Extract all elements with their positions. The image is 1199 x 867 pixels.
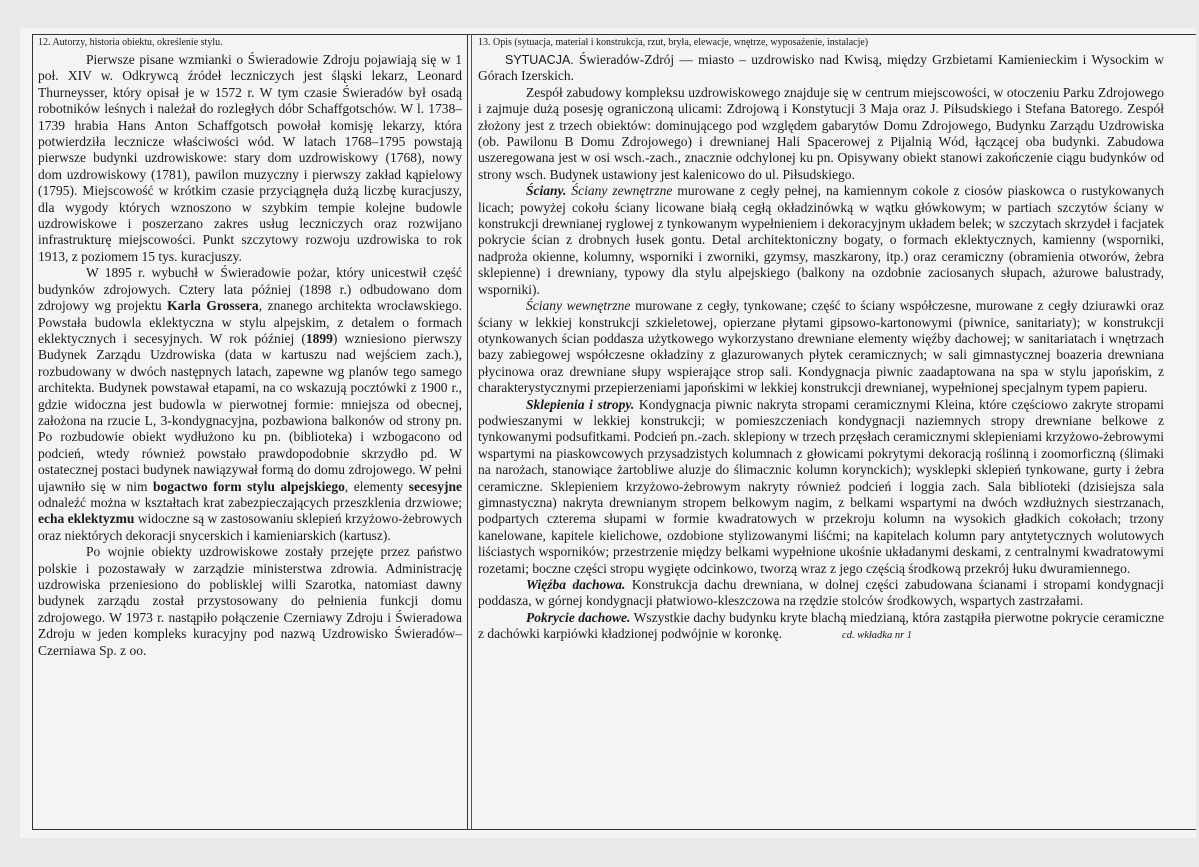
walls-label: Ściany.: [526, 183, 567, 199]
frame-bottom-rule: [32, 829, 1196, 830]
column-divider: [467, 34, 468, 829]
walls-int-paragraph: Ściany wewnętrzne murowane z cegły, tynkowane; część to ściany współczesne, murowane z cegły dziurawki oraz ściany w lekkiej konstrukcji szkieletowej, opierzane płytami gipsowo-kartonowymi (piwnice, sanitariaty); w konstrukcji otynkowanych ścian poddasza użytkowego wykorzystano drewniane elementy więźby dachowej; w sanitariatach i wnętrzach bazy zabiegowej współczesne okładziny z glazurowanych płytek ceramicznych; w sali gimnastycznej boazeria drewniana płycinowa oraz drewniane słupy wspierające strop sali. Kondygnacja piwnic zaadaptowana na spa w stylu japońskim, z charakterystycznymi przepierzeniami japońskimi w lekkiej konstrukcji drewnianej, wypełnionej specjalnym typem papieru.: [478, 298, 1164, 396]
roof-paragraph: Więźba dachowa. Konstrukcja dachu drewniana, w dolnej części zabudowana ścianami i stropami kondygnacji poddasza, w górnej kondygnacji płatwiowo-kleszczowa na rzędzie stolców środkowych, wspartych zastrzałami.: [478, 577, 1164, 609]
walls-paragraph: Ściany. Ściany zewnętrzne murowane z cegły pełnej, na kamiennym cokole z ciosów piaskowca o rustykowanych licach; powyżej cokołu ściany licowane białą cegłą okładzinówką w wątku główkowym; w partiach szczytów ściany w konstrukcji drewnianej ryglowej z tynkowanym wypełnieniem i dekoracyjnym układem belek; w szczytach skrzydeł i facjatek pokrycie ścian z drobnych łusek gontu. Detal architektoniczny bogaty, o formach eklektycznych, kamienny (wsporniki, nadproża okienne, kolumny, wsporniki i zworniki, gzymsy, maszkarony, itp.) oraz ceramiczny (obramienia otworów, żebra sklepienne) i drewniany, typowy dla stylu alpejskiego (balkony na ozdobnie zaciosanych słupach, ażurowe balustrady, wsporniki).: [478, 183, 1165, 297]
roofing-paragraph: Pokrycie dachowe. Wszystkie dachy budynku kryte blachą miedzianą, która zastąpiła pierwotne pokrycie ceramiczne z dachówki karpiówki kładzionej podwójnie w koronkę. cd. wkładka nr 1: [478, 609, 1164, 642]
alpine-style-phrase: bogactwo form stylu alpejskiego: [152, 478, 345, 494]
history-paragraph-2: W 1895 r. wybuchł w Świeradowie pożar, który unicestwił część budynków zdrojowych. Cztery lata później (1898 r.) odbudowano dom zdrojowy wg projektu Karla Grossera, znanego architekta wrocławskiego. Powstała budowla eklektyczna w stylu alpejskim, z detalem o formach eklektycznych i secesyjnych. W rok później (1899) wzniesiono pierwszy Budynek Zarządu Uzdrowiska (data w kartuszu nad wejściem zach.), rozbudowany w dwóch następnych latach, zapewne wg planów tego samego architekta. Budynek powstawał etapami, na co wskazują pocztówki z 1900 r., gdzie widoczna jest budowla w pierwotnej formie: mniejsza od obecnej, założona na rzucie L, 3-kondygnacyjna, pozbawiona balkonów od strony pn. Po rozbudowie obiekt wydłużono ku pn. (biblioteka) i wzbogacono od podcień, wtedy również powstało prawdopodobnie skrzydło pd. W ostatecznej postaci budynek nawiązywał formą do domu zdrojowego. W pełni ujawniło się w nim bogactwo form stylu alpejskiego, elementy secesyjne odnaleźć można w kształtach krat zabezpieczających przeszklenia drzwiowe; echa eklektyzmu widoczne są w zastosowaniu sklepień krzyżowo-żebrowych oraz niektórych dekoracji snycerskich i kamieniarskich (kartusz).: [38, 265, 463, 543]
vaults-label: Sklepienia i stropy.: [526, 396, 635, 412]
walls-ext-label: Ściany zewnętrzne: [571, 183, 673, 199]
column-divider-inner: [471, 34, 472, 829]
history-column: [38, 36, 462, 659]
situation-paragraph: SYTUACJA. Świeradów-Zdrój — miasto – uzdrowisko nad Kwisą, między Grzbietami Kamienieckim i Wysockim w Górach Izerskich.: [478, 52, 1164, 84]
description-column: [478, 36, 1164, 645]
year-1899: 1899: [305, 330, 333, 346]
history-header: 12. Autorzy, historia obiektu, określenie stylu.: [38, 37, 223, 48]
description-header: 13. Opis (sytuacja, materiał i konstrukcja, rzut, bryła, elewacje, wnętrze, wyposażenie, instalacje): [478, 37, 869, 48]
situation-label: SYTUACJA.: [505, 53, 574, 67]
roof-label: Więźba dachowa.: [526, 577, 626, 592]
walls-int-label: Ściany wewnętrzne: [526, 298, 631, 314]
continued-note: cd. wkładka nr 1: [842, 630, 913, 642]
frame-top-rule: [32, 34, 1196, 35]
complex-paragraph: Zespół zabudowy kompleksu uzdrowiskowego znajduje się w centrum miejscowości, w otoczeniu Parku Zdrojowego i zajmuje dużą posesję ograniczoną ulicami: Zdrojową i Konstytucji 3 Maja oraz J. Piłsudskiego i Stefana Batorego. Zespół złożony jest z trzech obiektów: dominującego pod względem gabarytów Domu Zdrojowego, Budynku Zarządu Uzdrowiska (ob. Pawilonu B Domu Zdrojowego) i drewnianej Hali Spacerowej z Pijalnią Wód, łączącej oba budynki. Zabudowa uszeregowana jest w osi wsch.-zach., znacznie odchylonej ku pn. Opisywany obiekt stanowi zakończenie ciągu budynków od strony wsch. Budynek ustawiony jest kalenicowo do ul. Piłsudskiego.: [478, 84, 1164, 182]
frame-left-rule: [32, 34, 33, 829]
history-paragraph-3: Po wojnie obiekty uzdrowiskowe zostały przejęte przez państwo polskie i pozostawały w zarządzie ministerstwa zdrowia. Administrację uzdrowiska przeniesiono do poblisklej willi Szarotka, natomiast dawny budynek zarządu został przystosowany do pełnienia funkcji domu zdrojowego. W 1973 r. nastąpiło połączenie Czerniawy Zdroju i Świeradowa Zdroju w jeden kompleks kuracyjny pod nazwą Uzdrowisko Świeradów–Czerniawa Sp. z oo.: [38, 544, 462, 658]
architect-name: Karla Grossera: [167, 298, 259, 314]
vaults-paragraph: Sklepienia i stropy. Kondygnacja piwnic nakryta stropami ceramicznymi Kleina, które częściowo zakryte stropami podwieszanymi w lekkiej konstrukcji; w pomieszczeniach kondygnacji naziemnych stropy drewniane belkowe z tynkowanymi podsufitkami. Podcień pn.-zach. sklepiony w trzech przęsłach ceramicznymi sklepieniami krzyżowo-żebrowymi wspartymi na piaskowcowych przysadzistych kolumnach z głowicami pokrytymi dekoracją roślinną i zoomorficzną (ślimaki na narożach, stanowiące żartobliwe aluzje do ślimacznic kolumn korynckich); wysklepki sklepień tynkowane, gurty i żebra ceramiczne. Sklepieniem krzyżowo-żebrowym nakryty również podcień i loggia zach. Sala biblioteki (dzisiejsza sala gimnastyczna) nakryta drewnianym stropem belkowym nagim, z belkami wspartymi na dwóch wzdłużnych siestrzanach, podpartych czterema słupami w formie kwadratowych w przekroju kolumn na wysokich gładkich cokołach; trzony kanelowane, kapitele kielichowe, ozdobione stylizowanymi liśćmi; na kapitelach kolumn pary antytetycznych wolutowych liściastych wsporników; przestrzenie między belkami wypełnione ukośnie układanymi deskami, z centralnymi kwadratowymi rozetami; boczne części stropu wygięte odcinkowo, tworzą wraz z jego częścią środkową przekrój łuku dwuramiennego.: [478, 396, 1164, 576]
history-paragraph-1: Pierwsze pisane wzmianki o Świeradowie Zdroju pojawiają się w 1 poł. XIV w. Odkrywcą źródeł leczniczych jest śląski lekarz, Leonard Thurneysser, który opisał je w 1572 r. W tym czasie Świeradów był osadą robotników leśnych i należał do rozległych dóbr Schaffgotschów. W l. 1738–1739 hrabia Hans Anton Schaffgotsch powołał komisję lekarzy, która potwierdziła lecznicze właściwości wód. W latach 1768–1795 powstają pierwsze budynki uzdrowiskowe: stary dom uzdrowiskowy (1768), nowy dom uzdrowiskowy (1781), pawilon muzyczny i pierwszy zakład kąpielowy (1795). Miejscowość w krótkim czasie przyciągnęła dużą liczbę kuracjuszy, dla wygody których wznoszono w szybkim tempie kolejne budowle uzdrowiskowe i poszerzano zakres usług leczniczych oraz rozwijano infrastrukturę miejscowości. Punkt szczytowy rozwoju uzdrowiska to rok 1913, z poziomem 15 tys. kuracjuszy.: [38, 52, 462, 264]
roofing-label: Pokrycie dachowe.: [526, 609, 631, 625]
secession-word: secesyjne: [408, 478, 462, 494]
eclecticism-phrase: echa eklektyzmu: [38, 511, 135, 527]
